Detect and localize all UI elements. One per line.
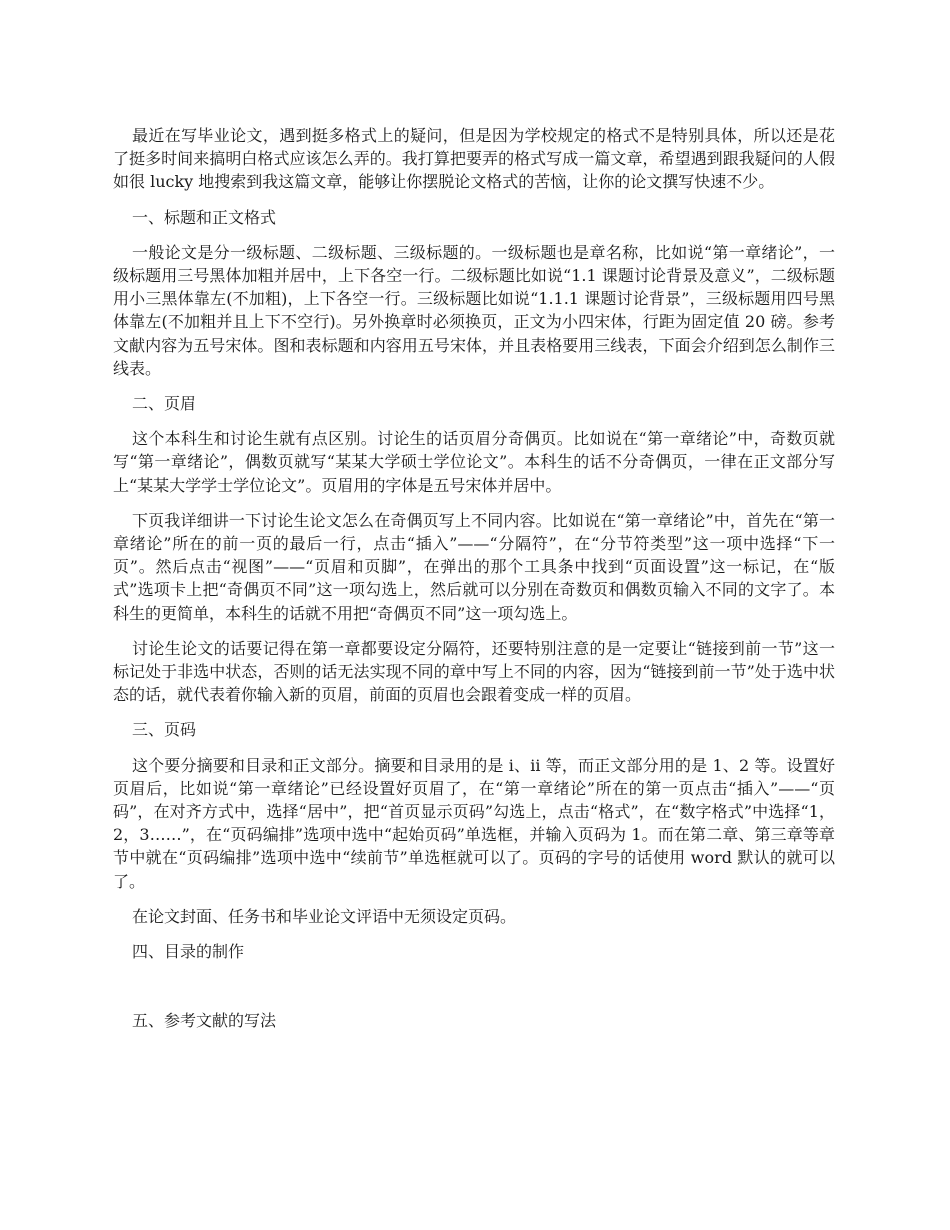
header-paragraph-1: 这个本科生和讨论生就有点区别。讨论生的话页眉分奇偶页。比如说在“第一章绪论”中，奇数页就写“第一章绪论”，偶数页就写“某某大学硕士学位论文”。本科生的话不分奇偶页，一律在正文部分写上“某某大学学士学位论文”。页眉用的字体是五号宋体并居中。 xyxy=(113,429,835,495)
header-paragraph-3: 讨论生论文的话要记得在第一章都要设定分隔符，还要特别注意的是一定要让“链接到前一节”这一标记处于非选中状态，否则的话无法实现不同的章中写上不同的内容，因为“链接到前一节”处于选中状态的话，就代表着你输入新的页眉，前面的页眉也会跟着变成一样的页眉。 xyxy=(113,638,835,705)
section-heading-toc: 四、目录的制作 xyxy=(132,942,245,962)
title-format-paragraph: 一般论文是分一级标题、二级标题、三级标题的。一级标题也是章名称，比如说“第一章绪论”，一级标题用三号黑体加粗并居中，上下各空一行。二级标题比如说“1.1 课题讨论背景及意义”，二级标题用小三黑体靠左(不加粗)，上下各空一行。三级标题比如说“1.1.1 课题讨论背景”，三级标题用四号黑体靠左(不加粗并且上下不空行)。另外换章时必须换页，正文为小四宋体，行距为固定值 20 磅。参考文献内容为五号宋体。图和表标题和内容用五号宋体，并且表格要用三线表，下面会介绍到怎么制作三线表。 xyxy=(113,242,835,378)
section-heading-references: 五、参考文献的写法 xyxy=(132,1011,277,1031)
section-heading-title-format: 一、标题和正文格式 xyxy=(132,207,277,227)
header-paragraph-2: 下页我详细讲一下讨论生论文怎么在奇偶页写上不同内容。比如说在“第一章绪论”中，首先在“第一章绪论”所在的前一页的最后一行，点击“插入”——“分隔符”，在“分节符类型”这一项中选择“下一页”。然后点击“视图”——“页眉和页脚”，在弹出的那个工具条中找到“页面设置”这一标记，在“版式”选项卡上把“奇偶页不同”这一项勾选上，然后就可以分别在奇数页和偶数页输入不同的文字了。本科生的更简单，本科生的话就不用把“奇偶页不同”这一项勾选上。 xyxy=(113,510,835,623)
blank-spacer xyxy=(113,975,835,1009)
document-page xyxy=(113,124,835,1045)
page-number-paragraph-1: 这个要分摘要和目录和正文部分。摘要和目录用的是 i、ii 等，而正文部分用的是 1、2 等。设置好页眉后，比如说“第一章绪论”已经设置好页眉了，在“第一章绪论”所在的第一页点击“插入”——“页码”，在对齐方式中，选择“居中”，把“首页显示页码”勾选上，点击“格式”，在“数字格式”中选择“1，2，3……”，在“页码编排”选项中选中“起始页码”单选框，并输入页码为 1。而在第二章、第三章等章节中就在“页码编排”选项中选中“续前节”单选框就可以了。页码的字号的话使用 word 默认的就可以了。 xyxy=(113,755,835,891)
intro-paragraph: 最近在写毕业论文，遇到挺多格式上的疑问，但是因为学校规定的格式不是特别具体，所以还是花了挺多时间来搞明白格式应该怎么弄的。我打算把要弄的格式写成一篇文章，希望遇到跟我疑问的人假如很 lucky 地搜索到我这篇文章，能够让你摆脱论文格式的苦恼，让你的论文撰写快速不少。 xyxy=(113,126,835,192)
section-heading-header: 二、页眉 xyxy=(132,394,197,414)
page-number-paragraph-2: 在论文封面、任务书和毕业论文评语中无须设定页码。 xyxy=(132,906,517,926)
section-heading-page-number: 三、页码 xyxy=(132,720,197,740)
